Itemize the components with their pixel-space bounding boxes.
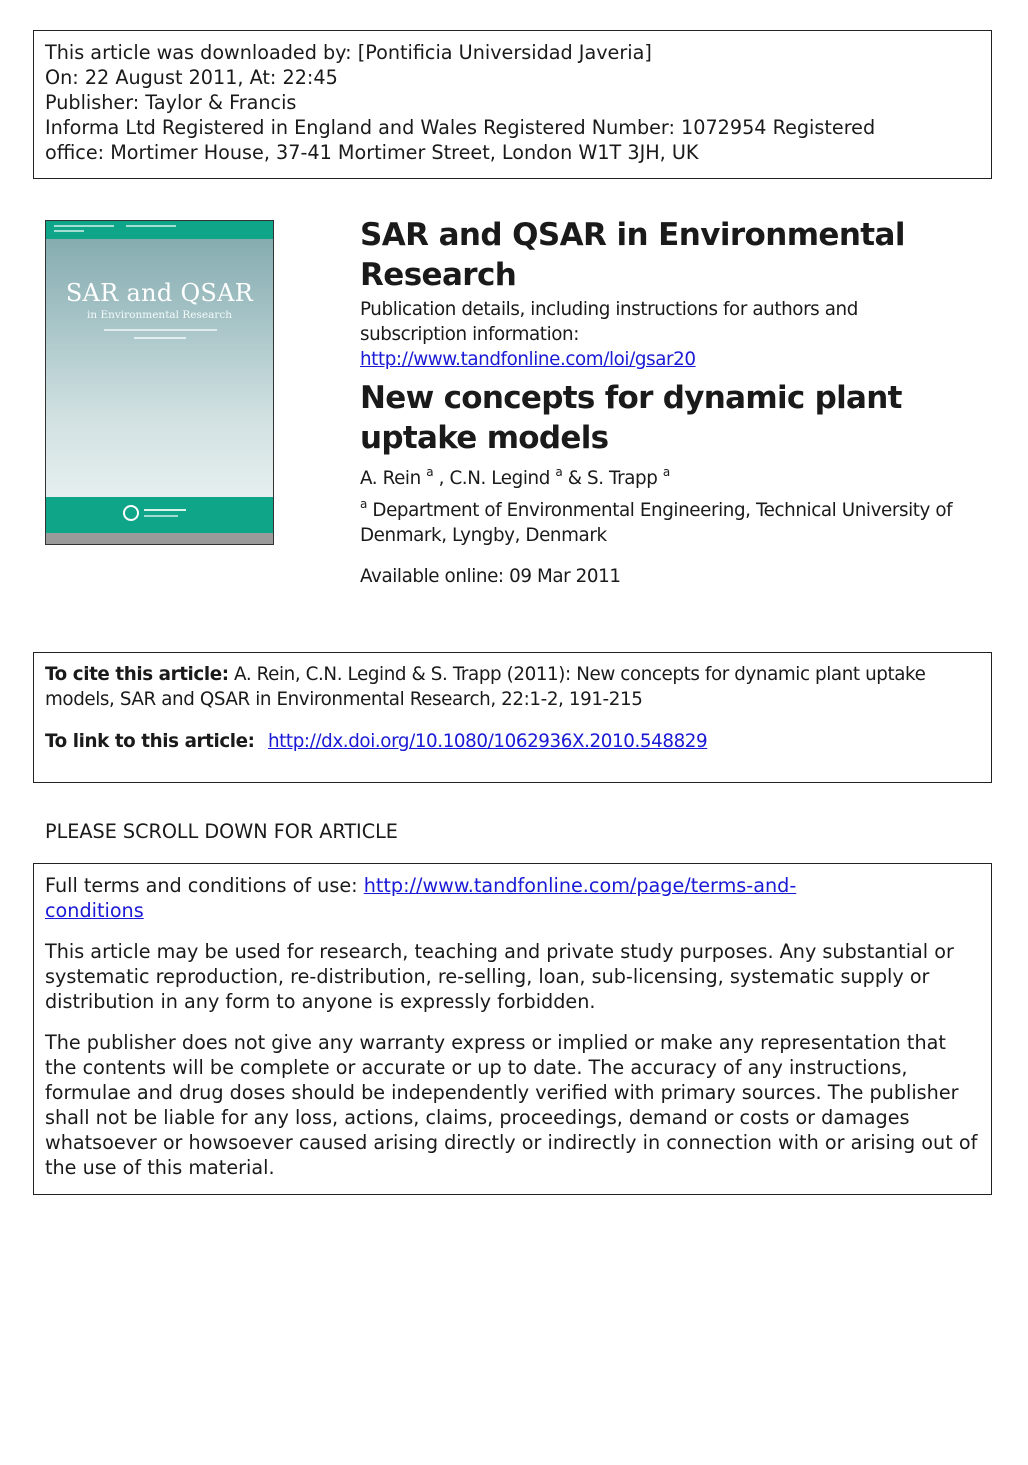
affiliation-text: Department of Environmental Engineering, Technical University of Denmark, Lyngby, Denmark <box>360 500 953 546</box>
terms-intro <box>45 873 980 923</box>
cover-title: SAR and QSAR <box>65 279 254 307</box>
citation-line <box>45 662 980 712</box>
usage-paragraph: This article may be used for research, teaching and private study purposes. Any substantial or systematic reproduction, re-distribution, re-selling, loan, sub-licensing, systematic supply or distribution in any form to anyone is expressly forbidden. <box>45 940 954 1013</box>
publisher-logo-text <box>144 515 178 517</box>
citation-box <box>33 652 992 783</box>
disclaimer-paragraph: The publisher does not give any warranty express or implied or make any representation that the contents will be complete or accurate or up to date. The accuracy of any instructions, formulae and drug doses should be independently verified with primary sources. The publisher shall not be liable for any loss, actions, claims, proceedings, demand or costs or damages whatsoever or howsoever caused arising directly or indirectly in connection with or arising out of the use of this material. <box>45 1031 978 1179</box>
terms-intro-text: Full terms and conditions of use: <box>45 874 364 897</box>
journal-title: SAR and QSAR in Environmental Research <box>360 217 905 293</box>
download-notice-line: On: 22 August 2011, At: 22:45 <box>45 66 338 89</box>
cover-top-band <box>46 221 273 239</box>
article-info <box>360 215 1000 589</box>
cover-editor-line <box>134 337 186 339</box>
affiliation-mark: a <box>360 497 367 511</box>
citation-label: To cite this article: <box>45 664 229 685</box>
journal-description: Publication details, including instructions for authors and subscription information: <box>360 299 858 345</box>
available-online-date: Available online: 09 Mar 2011 <box>360 566 621 587</box>
download-notice-line: Informa Ltd Registered in England and Wales Registered Number: 1072954 Registered <box>45 116 876 139</box>
affiliation <box>360 498 980 548</box>
download-notice-line: This article was downloaded by: [Pontificia Universidad Javeria] <box>45 41 652 64</box>
journal-cover-image <box>45 220 274 545</box>
article-title: New concepts for dynamic plant uptake models <box>360 380 902 456</box>
article-link-label: To link to this article: <box>45 731 255 752</box>
author-separator: , <box>433 468 450 489</box>
author-list <box>360 466 1000 491</box>
cover-editor-line <box>104 329 217 331</box>
author-affiliation-mark: a <box>555 465 563 479</box>
cover-subtitle: in Environmental Research <box>86 309 233 321</box>
author-name: A. Rein <box>360 468 421 489</box>
citation-text: A. Rein, C.N. Legind & S. Trapp (2011): New concepts for dynamic plant uptake models, SAR and QSAR in Environmental Research, 22:1-2, 191-215 <box>45 664 926 710</box>
author-name: S. Trapp <box>586 468 658 489</box>
publisher-logo-text <box>144 509 186 511</box>
doi-link[interactable]: http://dx.doi.org/10.1080/1062936X.2010.548829 <box>267 731 708 752</box>
download-notice-line: Publisher: Taylor & Francis <box>45 91 297 114</box>
terms-link[interactable]: http://www.tandfonline.com/page/terms-and- <box>363 874 797 897</box>
article-link-line <box>45 729 980 754</box>
terms-link-continued[interactable]: conditions <box>45 899 144 922</box>
scroll-down-note: PLEASE SCROLL DOWN FOR ARTICLE <box>45 820 398 843</box>
author-affiliation-mark: a <box>426 465 434 479</box>
publisher-logo-icon <box>123 505 139 521</box>
terms-box <box>33 863 992 1195</box>
cover-bottom-strip <box>46 533 273 545</box>
download-notice-line: office: Mortimer House, 37-41 Mortimer Street, London W1T 3JH, UK <box>45 141 699 164</box>
author-name: C.N. Legind <box>449 468 550 489</box>
journal-url-link[interactable]: http://www.tandfonline.com/loi/gsar20 <box>360 349 696 370</box>
download-notice-box <box>33 30 992 179</box>
author-separator: & <box>562 468 587 489</box>
author-affiliation-mark: a <box>662 465 670 479</box>
